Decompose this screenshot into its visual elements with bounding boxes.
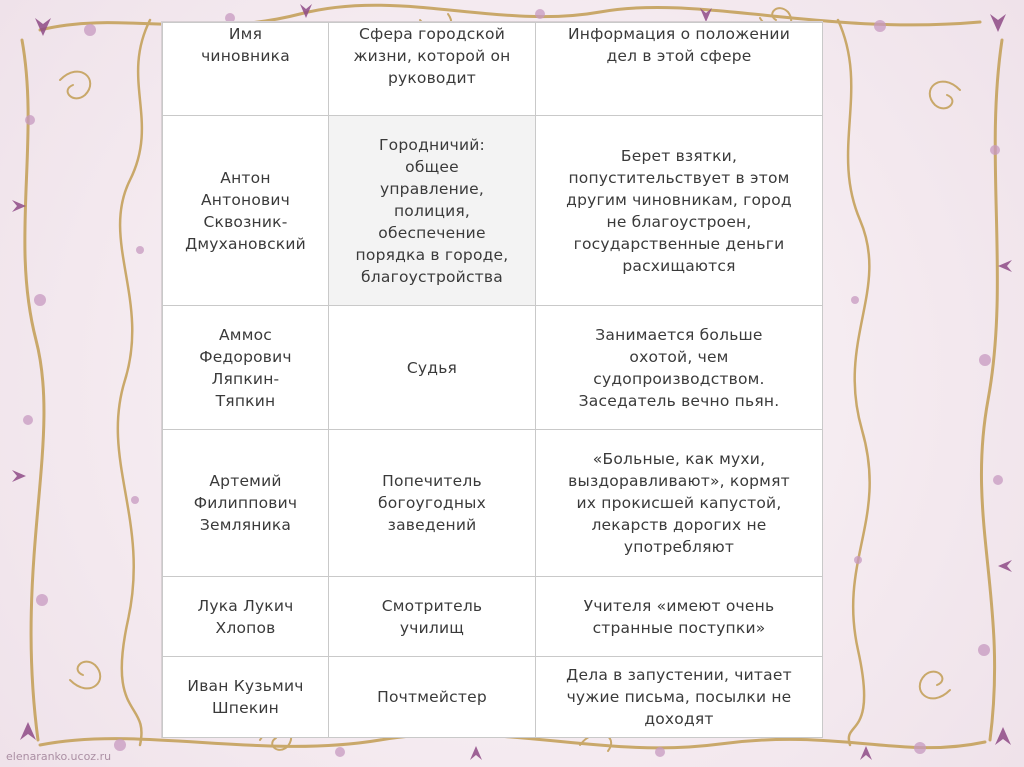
- official-name: Антон Антонович Сквозник- Дмухановский: [185, 168, 306, 253]
- official-name: Лука Лукич Хлопов: [197, 596, 294, 637]
- official-info: Дела в запустении, читает чужие письма, посылки не доходят: [566, 666, 792, 728]
- official-name: Артемий Филиппович Земляника: [193, 472, 298, 534]
- header-cell: [536, 23, 823, 116]
- official-sphere: Смотритель училищ: [381, 596, 483, 637]
- cell-name: [163, 657, 329, 738]
- official-info: Учителя «имеют очень странные поступки»: [583, 596, 775, 637]
- cell-sphere: [329, 577, 536, 657]
- official-name: Иван Кузьмич Шпекин: [187, 677, 304, 717]
- watermark-text: elenaranko.ucoz.ru: [6, 750, 112, 763]
- official-sphere: Попечитель богоугодных заведений: [378, 472, 486, 534]
- cell-sphere: [329, 657, 536, 738]
- table-row: [163, 306, 823, 430]
- official-info: Берет взятки, попустительствует в этом другим чиновникам, город не благоустроен, государственные деньги расхищаются: [566, 146, 792, 275]
- cell-info: [536, 657, 823, 738]
- header-name: Имя чиновника: [201, 25, 290, 65]
- official-info: «Больные, как мухи, выздоравливают», кормят их прокисшей капустой, лекарств дорогих не употребляют: [568, 450, 790, 556]
- table-row: [163, 657, 823, 738]
- cell-name: [163, 306, 329, 430]
- official-sphere: Судья: [406, 358, 458, 377]
- official-sphere: Почтмейстер: [377, 688, 487, 706]
- header-cell: [329, 23, 536, 116]
- cell-name: [163, 116, 329, 306]
- header-info: Информация о положении дел в этой сфере: [568, 25, 790, 65]
- cell-sphere: [329, 116, 536, 306]
- cell-name: [163, 430, 329, 577]
- table-row: [163, 577, 823, 657]
- table-row: [163, 116, 823, 306]
- cell-name: [163, 577, 329, 657]
- official-info: Занимается больше охотой, чем судопроизводством. Заседатель вечно пьян.: [578, 325, 780, 410]
- table-header-row: [163, 23, 823, 116]
- header-cell: [163, 23, 329, 116]
- table: [162, 22, 823, 738]
- header-sphere: Сфера городской жизни, которой он руководит: [353, 25, 511, 87]
- official-sphere: Городничий: общее управление, полиция, обеспечение порядка в городе, благоустройства: [355, 135, 509, 286]
- officials-table: [162, 22, 822, 737]
- cell-info: [536, 306, 823, 430]
- cell-info: [536, 430, 823, 577]
- cell-sphere: [329, 430, 536, 577]
- table-row: [163, 430, 823, 577]
- cell-info: [536, 116, 823, 306]
- cell-info: [536, 577, 823, 657]
- official-name: Аммос Федорович Ляпкин- Тяпкин: [199, 325, 292, 410]
- cell-sphere: [329, 306, 536, 430]
